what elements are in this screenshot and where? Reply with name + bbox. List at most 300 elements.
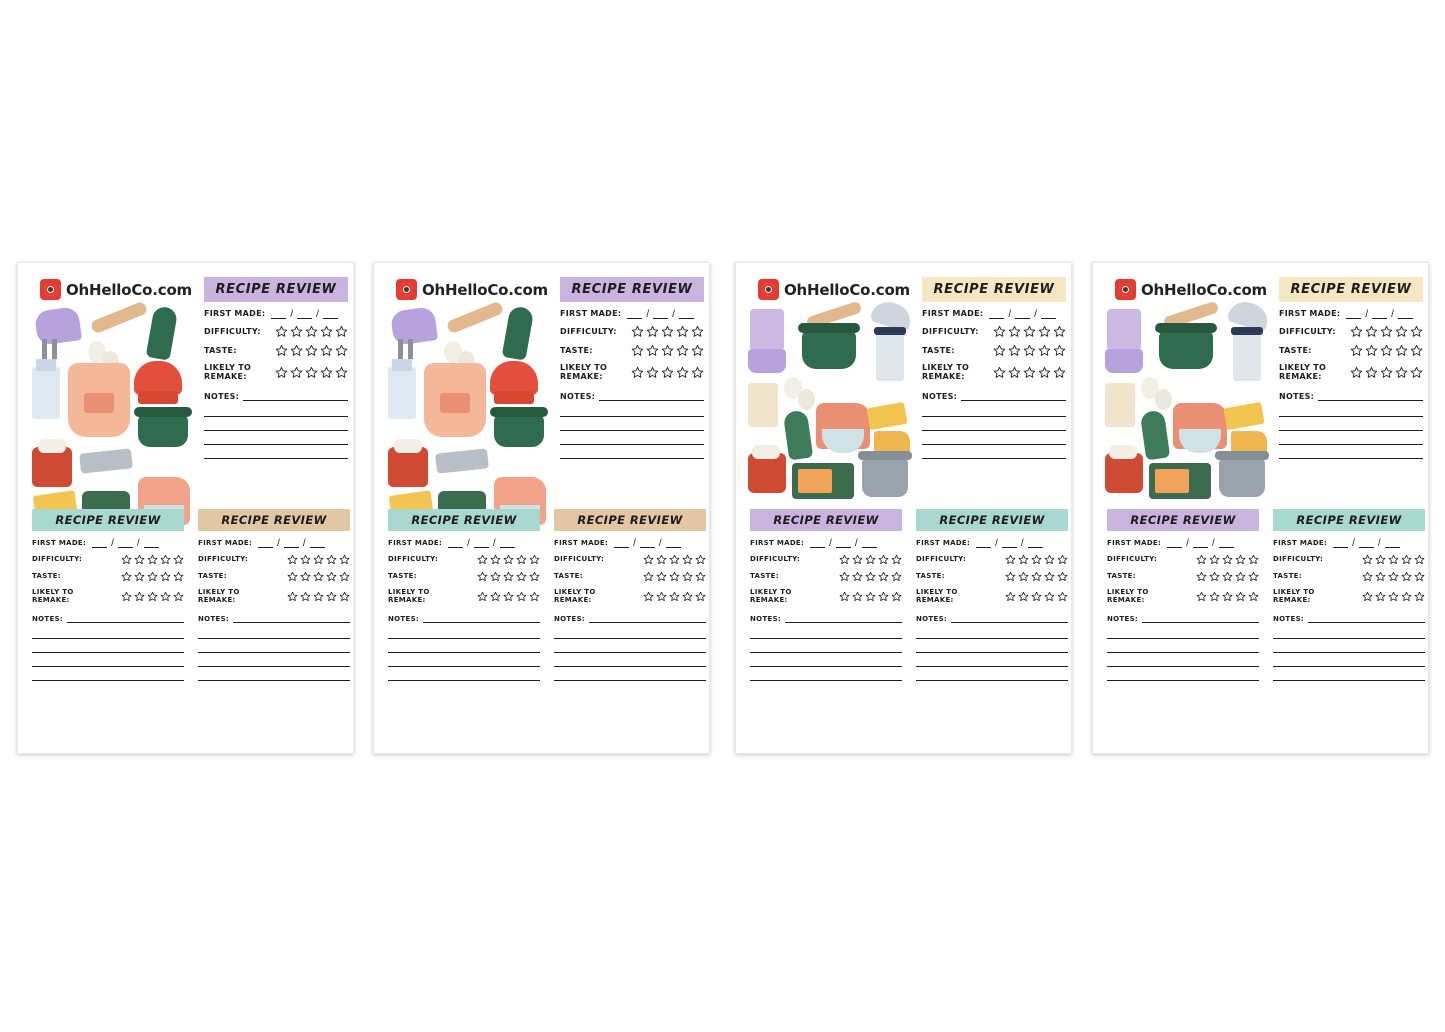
star-icon[interactable] <box>1388 554 1399 565</box>
difficulty-star-rating[interactable] <box>477 554 540 565</box>
star-icon[interactable] <box>852 554 863 565</box>
field-notes[interactable]: NOTES: <box>916 610 1068 623</box>
taste-star-rating[interactable] <box>121 571 184 582</box>
field-first-made[interactable]: FIRST MADE: / / <box>32 538 184 548</box>
field-difficulty[interactable]: DIFFICULTY: <box>554 554 706 565</box>
star-icon[interactable] <box>1222 554 1233 565</box>
star-icon[interactable] <box>1053 325 1066 338</box>
notes-line[interactable] <box>560 417 704 431</box>
star-icon[interactable] <box>1388 591 1399 602</box>
star-icon[interactable] <box>1008 344 1021 357</box>
difficulty-star-rating[interactable] <box>993 325 1066 338</box>
star-icon[interactable] <box>631 325 644 338</box>
notes-line[interactable] <box>32 625 184 639</box>
star-icon[interactable] <box>477 591 488 602</box>
star-icon[interactable] <box>313 554 324 565</box>
notes-line[interactable] <box>1107 625 1259 639</box>
taste-star-rating[interactable] <box>1350 344 1423 357</box>
sheet-1[interactable] <box>17 262 354 754</box>
date-day-blank[interactable] <box>1359 538 1374 548</box>
difficulty-star-rating[interactable] <box>643 554 706 565</box>
field-taste[interactable]: TASTE: <box>198 571 350 582</box>
date-input[interactable]: / / <box>976 538 1043 548</box>
notes-line[interactable] <box>67 610 184 623</box>
star-icon[interactable] <box>326 591 337 602</box>
star-icon[interactable] <box>1044 554 1055 565</box>
date-input[interactable]: / / <box>614 538 681 548</box>
star-icon[interactable] <box>839 591 850 602</box>
notes-line[interactable] <box>243 387 348 401</box>
star-icon[interactable] <box>339 571 350 582</box>
date-month-blank[interactable] <box>271 309 286 319</box>
star-icon[interactable] <box>643 554 654 565</box>
date-year-blank[interactable] <box>666 538 681 548</box>
notes-line[interactable] <box>204 417 348 431</box>
notes-line[interactable] <box>32 639 184 653</box>
date-year-blank[interactable] <box>1028 538 1043 548</box>
difficulty-star-rating[interactable] <box>1350 325 1423 338</box>
star-icon[interactable] <box>1196 571 1207 582</box>
star-icon[interactable] <box>1018 591 1029 602</box>
star-icon[interactable] <box>147 571 158 582</box>
star-icon[interactable] <box>503 571 514 582</box>
star-icon[interactable] <box>1057 591 1068 602</box>
date-day-blank[interactable] <box>1002 538 1017 548</box>
date-year-blank[interactable] <box>323 309 338 319</box>
star-icon[interactable] <box>852 591 863 602</box>
date-day-blank[interactable] <box>297 309 312 319</box>
field-notes[interactable]: NOTES: <box>204 387 348 401</box>
star-icon[interactable] <box>695 571 706 582</box>
field-first-made[interactable]: FIRST MADE: / / <box>1107 538 1259 548</box>
star-icon[interactable] <box>121 571 132 582</box>
date-input[interactable]: / / <box>1346 309 1413 319</box>
star-icon[interactable] <box>852 571 863 582</box>
remake-star-rating[interactable] <box>993 366 1066 379</box>
notes-line[interactable] <box>1308 610 1425 623</box>
star-icon[interactable] <box>529 591 540 602</box>
date-day-blank[interactable] <box>1372 309 1387 319</box>
taste-star-rating[interactable] <box>839 571 902 582</box>
notes-line[interactable] <box>554 653 706 667</box>
star-icon[interactable] <box>691 344 704 357</box>
star-icon[interactable] <box>1053 366 1066 379</box>
notes-line[interactable] <box>1107 653 1259 667</box>
field-first-made[interactable]: FIRST MADE: / / <box>922 309 1066 319</box>
star-icon[interactable] <box>1057 571 1068 582</box>
notes-line[interactable] <box>560 431 704 445</box>
star-icon[interactable] <box>661 325 674 338</box>
date-year-blank[interactable] <box>1385 538 1400 548</box>
star-icon[interactable] <box>339 591 350 602</box>
star-icon[interactable] <box>1395 344 1408 357</box>
notes-line[interactable] <box>1318 387 1423 401</box>
star-icon[interactable] <box>290 325 303 338</box>
notes-line[interactable] <box>554 667 706 681</box>
star-icon[interactable] <box>1222 571 1233 582</box>
difficulty-star-rating[interactable] <box>839 554 902 565</box>
star-icon[interactable] <box>656 571 667 582</box>
field-notes[interactable]: NOTES: <box>198 610 350 623</box>
star-icon[interactable] <box>1380 325 1393 338</box>
star-icon[interactable] <box>1023 366 1036 379</box>
star-icon[interactable] <box>1196 554 1207 565</box>
star-icon[interactable] <box>878 571 889 582</box>
field-difficulty[interactable]: DIFFICULTY: <box>204 325 348 338</box>
notes-line[interactable] <box>750 653 902 667</box>
taste-star-rating[interactable] <box>1005 571 1068 582</box>
field-taste[interactable]: TASTE: <box>922 344 1066 357</box>
notes-line[interactable] <box>961 387 1066 401</box>
recipe-review-card-top[interactable] <box>560 277 704 459</box>
field-likely-to-remake[interactable]: LIKELY TO REMAKE: <box>198 588 350 604</box>
recipe-review-card-top[interactable] <box>922 277 1066 459</box>
date-input[interactable]: / / <box>627 309 694 319</box>
field-taste[interactable]: TASTE: <box>32 571 184 582</box>
star-icon[interactable] <box>147 554 158 565</box>
date-month-blank[interactable] <box>258 538 273 548</box>
difficulty-star-rating[interactable] <box>631 325 704 338</box>
star-icon[interactable] <box>669 591 680 602</box>
star-icon[interactable] <box>1038 344 1051 357</box>
star-icon[interactable] <box>865 554 876 565</box>
field-notes[interactable]: NOTES: <box>750 610 902 623</box>
field-first-made[interactable]: FIRST MADE: / / <box>198 538 350 548</box>
star-icon[interactable] <box>1350 344 1363 357</box>
star-icon[interactable] <box>1235 571 1246 582</box>
star-icon[interactable] <box>173 554 184 565</box>
star-icon[interactable] <box>682 571 693 582</box>
remake-star-rating[interactable] <box>839 591 902 602</box>
star-icon[interactable] <box>490 571 501 582</box>
star-icon[interactable] <box>1401 571 1412 582</box>
taste-star-rating[interactable] <box>1196 571 1259 582</box>
date-month-blank[interactable] <box>92 538 107 548</box>
notes-line[interactable] <box>951 610 1068 623</box>
notes-lines[interactable] <box>1107 625 1259 681</box>
date-input[interactable]: / / <box>92 538 159 548</box>
remake-star-rating[interactable] <box>643 591 706 602</box>
star-icon[interactable] <box>1023 325 1036 338</box>
notes-line[interactable] <box>922 445 1066 459</box>
star-icon[interactable] <box>1380 344 1393 357</box>
star-icon[interactable] <box>313 591 324 602</box>
date-input[interactable]: / / <box>258 538 325 548</box>
notes-line[interactable] <box>750 625 902 639</box>
star-icon[interactable] <box>695 591 706 602</box>
notes-line[interactable] <box>204 445 348 459</box>
star-icon[interactable] <box>490 554 501 565</box>
notes-lines[interactable] <box>750 625 902 681</box>
star-icon[interactable] <box>326 571 337 582</box>
field-difficulty[interactable]: DIFFICULTY: <box>560 325 704 338</box>
star-icon[interactable] <box>1018 554 1029 565</box>
field-likely-to-remake[interactable]: LIKELY TO REMAKE: <box>32 588 184 604</box>
notes-line[interactable] <box>1273 667 1425 681</box>
field-difficulty[interactable]: DIFFICULTY: <box>198 554 350 565</box>
notes-line[interactable] <box>388 653 540 667</box>
star-icon[interactable] <box>1222 591 1233 602</box>
field-taste[interactable]: TASTE: <box>554 571 706 582</box>
star-icon[interactable] <box>676 366 689 379</box>
date-month-blank[interactable] <box>989 309 1004 319</box>
star-icon[interactable] <box>490 591 501 602</box>
star-icon[interactable] <box>1365 325 1378 338</box>
star-icon[interactable] <box>1008 325 1021 338</box>
star-icon[interactable] <box>335 344 348 357</box>
star-icon[interactable] <box>682 554 693 565</box>
star-icon[interactable] <box>320 325 333 338</box>
notes-line[interactable] <box>1107 667 1259 681</box>
star-icon[interactable] <box>643 571 654 582</box>
star-icon[interactable] <box>300 591 311 602</box>
star-icon[interactable] <box>1248 591 1259 602</box>
star-icon[interactable] <box>631 344 644 357</box>
star-icon[interactable] <box>1005 571 1016 582</box>
notes-line[interactable] <box>785 610 902 623</box>
notes-line[interactable] <box>204 403 348 417</box>
notes-lines[interactable] <box>1279 403 1423 459</box>
star-icon[interactable] <box>661 366 674 379</box>
field-taste[interactable]: TASTE: <box>916 571 1068 582</box>
star-icon[interactable] <box>1235 554 1246 565</box>
star-icon[interactable] <box>661 344 674 357</box>
star-icon[interactable] <box>1031 591 1042 602</box>
star-icon[interactable] <box>993 325 1006 338</box>
star-icon[interactable] <box>682 591 693 602</box>
date-month-blank[interactable] <box>810 538 825 548</box>
star-icon[interactable] <box>691 325 704 338</box>
field-taste[interactable]: TASTE: <box>204 344 348 357</box>
star-icon[interactable] <box>305 366 318 379</box>
notes-line[interactable] <box>388 667 540 681</box>
date-year-blank[interactable] <box>1398 309 1413 319</box>
notes-line[interactable] <box>560 445 704 459</box>
star-icon[interactable] <box>516 554 527 565</box>
star-icon[interactable] <box>669 554 680 565</box>
field-notes[interactable]: NOTES: <box>554 610 706 623</box>
notes-line[interactable] <box>198 639 350 653</box>
star-icon[interactable] <box>1008 366 1021 379</box>
field-likely-to-remake[interactable]: LIKELY TO REMAKE: <box>1273 588 1425 604</box>
date-year-blank[interactable] <box>144 538 159 548</box>
star-icon[interactable] <box>1057 554 1068 565</box>
notes-line[interactable] <box>32 667 184 681</box>
notes-line[interactable] <box>198 667 350 681</box>
star-icon[interactable] <box>1350 325 1363 338</box>
date-year-blank[interactable] <box>862 538 877 548</box>
remake-star-rating[interactable] <box>477 591 540 602</box>
star-icon[interactable] <box>160 554 171 565</box>
star-icon[interactable] <box>1380 366 1393 379</box>
star-icon[interactable] <box>691 366 704 379</box>
notes-line[interactable] <box>1279 445 1423 459</box>
field-difficulty[interactable]: DIFFICULTY: <box>916 554 1068 565</box>
notes-line[interactable] <box>589 610 706 623</box>
star-icon[interactable] <box>121 554 132 565</box>
remake-star-rating[interactable] <box>1196 591 1259 602</box>
star-icon[interactable] <box>891 571 902 582</box>
remake-star-rating[interactable] <box>275 366 348 379</box>
notes-line[interactable] <box>1142 610 1259 623</box>
remake-star-rating[interactable] <box>287 591 350 602</box>
star-icon[interactable] <box>1005 591 1016 602</box>
star-icon[interactable] <box>1235 591 1246 602</box>
taste-star-rating[interactable] <box>643 571 706 582</box>
recipe-review-card-top[interactable] <box>204 277 348 459</box>
date-year-blank[interactable] <box>679 309 694 319</box>
notes-line[interactable] <box>1279 431 1423 445</box>
date-input[interactable]: / / <box>1333 538 1400 548</box>
star-icon[interactable] <box>147 591 158 602</box>
notes-line[interactable] <box>1279 403 1423 417</box>
date-input[interactable]: / / <box>448 538 515 548</box>
star-icon[interactable] <box>676 325 689 338</box>
notes-line[interactable] <box>423 610 540 623</box>
notes-line[interactable] <box>388 625 540 639</box>
field-likely-to-remake[interactable]: LIKELY TO REMAKE: <box>922 363 1066 381</box>
date-day-blank[interactable] <box>640 538 655 548</box>
star-icon[interactable] <box>1023 344 1036 357</box>
star-icon[interactable] <box>1248 554 1259 565</box>
difficulty-star-rating[interactable] <box>275 325 348 338</box>
notes-line[interactable] <box>198 653 350 667</box>
star-icon[interactable] <box>305 344 318 357</box>
notes-line[interactable] <box>1273 653 1425 667</box>
recipe-review-card-bottom-left[interactable] <box>1107 509 1259 681</box>
star-icon[interactable] <box>1375 591 1386 602</box>
sheet-3[interactable] <box>735 262 1072 754</box>
star-icon[interactable] <box>1038 325 1051 338</box>
field-notes[interactable]: NOTES: <box>388 610 540 623</box>
date-day-blank[interactable] <box>653 309 668 319</box>
taste-star-rating[interactable] <box>993 344 1066 357</box>
notes-line[interactable] <box>198 625 350 639</box>
star-icon[interactable] <box>503 591 514 602</box>
notes-line[interactable] <box>32 653 184 667</box>
notes-lines[interactable] <box>916 625 1068 681</box>
star-icon[interactable] <box>134 554 145 565</box>
notes-line[interactable] <box>560 403 704 417</box>
date-year-blank[interactable] <box>310 538 325 548</box>
star-icon[interactable] <box>290 366 303 379</box>
star-icon[interactable] <box>1410 366 1423 379</box>
notes-line[interactable] <box>554 639 706 653</box>
notes-lines[interactable] <box>554 625 706 681</box>
star-icon[interactable] <box>1362 591 1373 602</box>
star-icon[interactable] <box>339 554 350 565</box>
taste-star-rating[interactable] <box>1362 571 1425 582</box>
star-icon[interactable] <box>1414 554 1425 565</box>
date-day-blank[interactable] <box>1193 538 1208 548</box>
star-icon[interactable] <box>676 344 689 357</box>
date-input[interactable]: / / <box>271 309 338 319</box>
notes-line[interactable] <box>916 667 1068 681</box>
notes-lines[interactable] <box>560 403 704 459</box>
difficulty-star-rating[interactable] <box>121 554 184 565</box>
notes-line[interactable] <box>233 610 350 623</box>
field-likely-to-remake[interactable]: LIKELY TO REMAKE: <box>916 588 1068 604</box>
star-icon[interactable] <box>839 571 850 582</box>
notes-line[interactable] <box>922 417 1066 431</box>
notes-line[interactable] <box>922 403 1066 417</box>
star-icon[interactable] <box>1044 591 1055 602</box>
star-icon[interactable] <box>1209 554 1220 565</box>
star-icon[interactable] <box>993 344 1006 357</box>
notes-line[interactable] <box>750 667 902 681</box>
date-input[interactable]: / / <box>989 309 1056 319</box>
field-difficulty[interactable]: DIFFICULTY: <box>1273 554 1425 565</box>
star-icon[interactable] <box>335 325 348 338</box>
notes-line[interactable] <box>388 639 540 653</box>
remake-star-rating[interactable] <box>1005 591 1068 602</box>
star-icon[interactable] <box>503 554 514 565</box>
star-icon[interactable] <box>643 591 654 602</box>
star-icon[interactable] <box>1388 571 1399 582</box>
field-difficulty[interactable]: DIFFICULTY: <box>750 554 902 565</box>
date-year-blank[interactable] <box>1041 309 1056 319</box>
star-icon[interactable] <box>1365 344 1378 357</box>
taste-star-rating[interactable] <box>275 344 348 357</box>
notes-line[interactable] <box>750 639 902 653</box>
date-input[interactable]: / / <box>1167 538 1234 548</box>
date-month-blank[interactable] <box>614 538 629 548</box>
field-likely-to-remake[interactable]: LIKELY TO REMAKE: <box>388 588 540 604</box>
star-icon[interactable] <box>1350 366 1363 379</box>
field-notes[interactable]: NOTES: <box>1279 387 1423 401</box>
recipe-review-card-bottom-right[interactable] <box>198 509 350 681</box>
sheet-2[interactable] <box>373 262 710 754</box>
notes-lines[interactable] <box>204 403 348 459</box>
recipe-review-card-bottom-left[interactable] <box>32 509 184 681</box>
field-taste[interactable]: TASTE: <box>1273 571 1425 582</box>
field-notes[interactable]: NOTES: <box>1107 610 1259 623</box>
field-taste[interactable]: TASTE: <box>1107 571 1259 582</box>
recipe-review-card-bottom-right[interactable] <box>916 509 1068 681</box>
date-day-blank[interactable] <box>284 538 299 548</box>
star-icon[interactable] <box>1248 571 1259 582</box>
star-icon[interactable] <box>477 571 488 582</box>
star-icon[interactable] <box>878 554 889 565</box>
star-icon[interactable] <box>287 571 298 582</box>
notes-line[interactable] <box>916 639 1068 653</box>
date-month-blank[interactable] <box>1346 309 1361 319</box>
star-icon[interactable] <box>516 591 527 602</box>
star-icon[interactable] <box>134 571 145 582</box>
star-icon[interactable] <box>1395 366 1408 379</box>
star-icon[interactable] <box>1395 325 1408 338</box>
star-icon[interactable] <box>300 571 311 582</box>
field-taste[interactable]: TASTE: <box>388 571 540 582</box>
star-icon[interactable] <box>646 325 659 338</box>
star-icon[interactable] <box>1196 591 1207 602</box>
notes-line[interactable] <box>1279 417 1423 431</box>
star-icon[interactable] <box>173 591 184 602</box>
difficulty-star-rating[interactable] <box>1005 554 1068 565</box>
difficulty-star-rating[interactable] <box>1362 554 1425 565</box>
star-icon[interactable] <box>173 571 184 582</box>
field-likely-to-remake[interactable]: LIKELY TO REMAKE: <box>1279 363 1423 381</box>
star-icon[interactable] <box>305 325 318 338</box>
star-icon[interactable] <box>300 554 311 565</box>
field-first-made[interactable]: FIRST MADE: / / <box>916 538 1068 548</box>
field-likely-to-remake[interactable]: LIKELY TO REMAKE: <box>1107 588 1259 604</box>
star-icon[interactable] <box>1365 366 1378 379</box>
field-first-made[interactable]: FIRST MADE: / / <box>1273 538 1425 548</box>
notes-line[interactable] <box>1273 625 1425 639</box>
notes-lines[interactable] <box>198 625 350 681</box>
notes-lines[interactable] <box>388 625 540 681</box>
